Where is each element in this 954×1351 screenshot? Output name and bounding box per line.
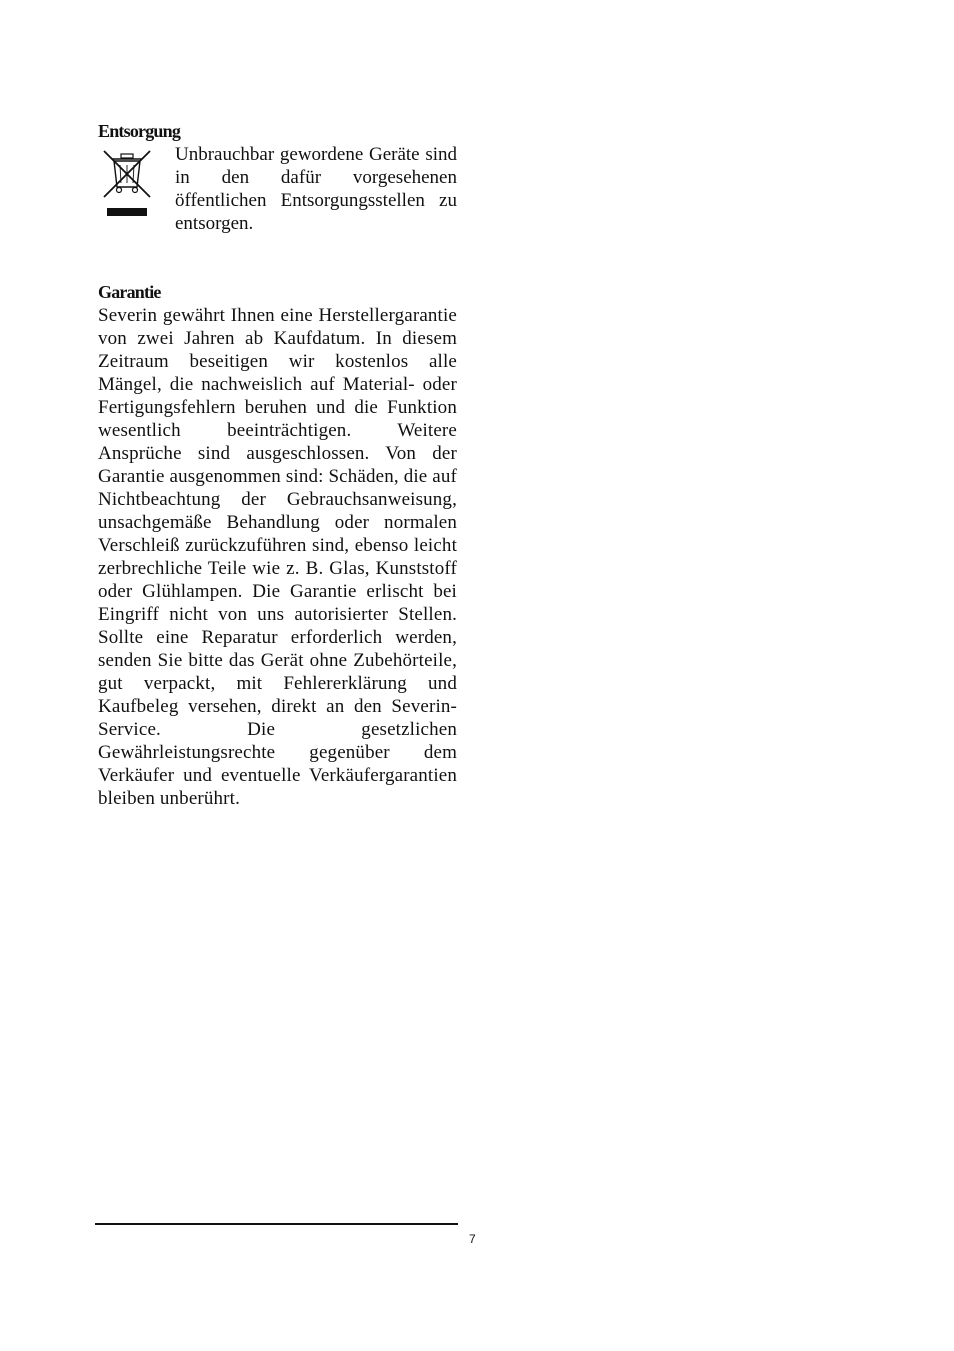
text-column (98, 120, 457, 810)
footer-divider (95, 1223, 458, 1225)
warranty-heading: Garantie (98, 282, 161, 302)
warranty-text: Severin gewährt Ihnen eine Herstellergarantie von zwei Jahren ab Kaufdatum. In diesem Zeitraum beseitigen wir kostenlos alle Mängel, die nachweislich auf Material- oder Fertigungsfehlern beruhen und die Funktion wesentlich beeinträchtigen. Weitere Ansprüche sind ausgeschlossen. Von der Garantie ausgenommen sind: Schäden, die auf Nichtbeachtung der Gebrauchsanweisung, unsachgemäße Behandlung oder normalen Verschleiß zurückzuführen sind, ebenso leicht zerbrechliche Teile wie z. B. Glas, Kunststoff oder Glühlampen. Die Garantie erlischt bei Eingriff nicht von uns autorisierter Stellen. Sollte eine Reparatur erforderlich werden, senden Sie bitte das Gerät ohne Zubehörteile, gut verpackt, mit Fehlererklärung und Kaufbeleg versehen, direkt an den Severin-Service. Die gesetzlichen Gewährleistungsrechte gegenüber dem Verkäufer und eventuelle Verkäufergarantien bleiben unberührt. (98, 305, 457, 809)
crossed-out-wheelie-bin-icon (100, 147, 154, 219)
disposal-heading: Entsorgung (98, 121, 181, 141)
disposal-section (98, 143, 457, 259)
disposal-text: Unbrauchbar gewordene Geräte sind in den dafür vorgesehenen öffentlichen Entsorgungsstellen zu entsorgen. (175, 144, 457, 234)
page-number: 7 (469, 1232, 476, 1246)
